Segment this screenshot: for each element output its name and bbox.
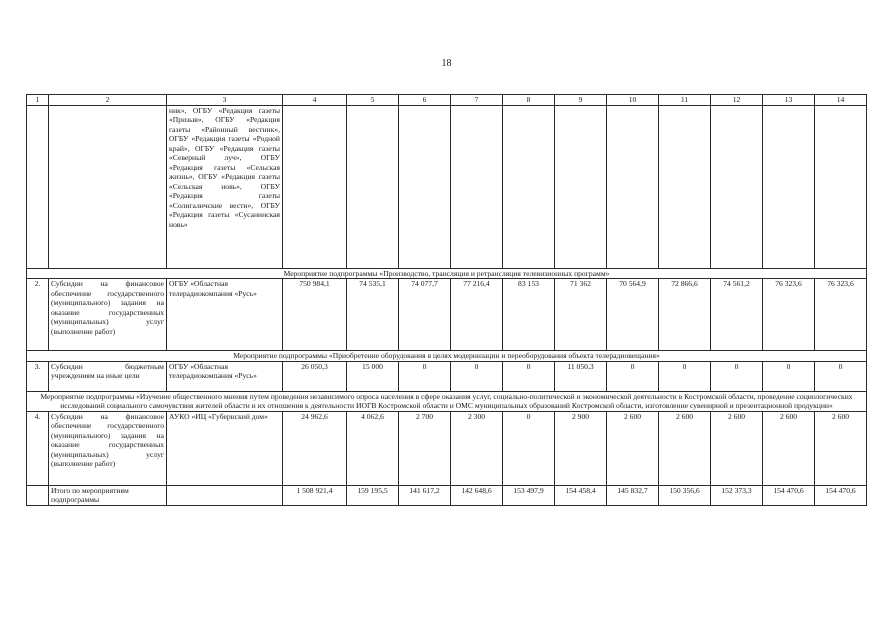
value-cell: 2 600 bbox=[763, 411, 815, 485]
table-row bbox=[27, 411, 867, 485]
total-value: 141 617,2 bbox=[399, 485, 451, 505]
table-row bbox=[27, 279, 867, 351]
value-cell: 76 323,6 bbox=[763, 279, 815, 351]
value-cell: 77 216,4 bbox=[451, 279, 503, 351]
col-header: 10 bbox=[607, 95, 659, 106]
col-header: 2 bbox=[49, 95, 167, 106]
value-cell: 24 962,6 bbox=[283, 411, 347, 485]
col-header: 9 bbox=[555, 95, 607, 106]
col-header: 8 bbox=[503, 95, 555, 106]
value-cell: 15 000 bbox=[347, 361, 399, 391]
value-cell: 0 bbox=[607, 361, 659, 391]
col-header: 5 bbox=[347, 95, 399, 106]
total-value: 154 470,6 bbox=[815, 485, 867, 505]
value-cell: 74 535,1 bbox=[347, 279, 399, 351]
table-row bbox=[27, 106, 867, 269]
col-header: 14 bbox=[815, 95, 867, 106]
expense-name: Субсидии бюджетным учреждениям на иные цели bbox=[49, 361, 167, 391]
value-cell: 2 900 bbox=[555, 411, 607, 485]
value-cell: 74 561,2 bbox=[711, 279, 763, 351]
section-title: Мероприятие подпрограммы «Производство, трансляция и ретрансляция телевизионных программ» bbox=[27, 269, 867, 279]
col-header: 1 bbox=[27, 95, 49, 106]
row-number: 3. bbox=[27, 361, 49, 391]
value-cell: 0 bbox=[815, 361, 867, 391]
value-cell: 0 bbox=[659, 361, 711, 391]
value-cell: 2 600 bbox=[815, 411, 867, 485]
col-header: 12 bbox=[711, 95, 763, 106]
total-value: 153 497,9 bbox=[503, 485, 555, 505]
value-cell: 83 153 bbox=[503, 279, 555, 351]
value-cell: 74 077,7 bbox=[399, 279, 451, 351]
value-cell: 4 062,6 bbox=[347, 411, 399, 485]
value-cell: 0 bbox=[451, 361, 503, 391]
executor-cell: ОГБУ «Областная телерадиокомпания «Русь» bbox=[167, 279, 283, 351]
total-value: 154 458,4 bbox=[555, 485, 607, 505]
value-cell: 2 600 bbox=[659, 411, 711, 485]
value-cell: 0 bbox=[503, 361, 555, 391]
total-value: 1 508 921,4 bbox=[283, 485, 347, 505]
executor-cell: ник», ОГБУ «Редакция газеты «Призыв», ОГБУ «Редакция газеты «Районный вестник», ОГБУ «Редакция газеты «Родной край», ОГБУ «Редакция газеты «Северный луч», ОГБУ «Редакция газеты «Сельская жизнь», ОГБУ «Редакция газеты «Сельская новь», ОГБУ «Редакция газеты «Солигаличские вести», ОГБУ «Редакция газеты «Сусанинская новь» bbox=[167, 106, 283, 269]
row-number: 2. bbox=[27, 279, 49, 351]
section-title: Мероприятие подпрограммы «Приобретение оборудования в целях модернизации и переоборудования объекта телерадиовещания» bbox=[27, 351, 867, 361]
section-row bbox=[27, 351, 867, 361]
col-header: 11 bbox=[659, 95, 711, 106]
col-header: 13 bbox=[763, 95, 815, 106]
row-number: 4. bbox=[27, 411, 49, 485]
expense-name: Субсидии на финансовое обеспечение государственного (муниципального) задания на оказание государственных (муниципальных) услуг (выполнение работ) bbox=[49, 279, 167, 351]
value-cell: 0 bbox=[711, 361, 763, 391]
executor-cell: ОГБУ «Областная телерадиокомпания «Русь» bbox=[167, 361, 283, 391]
budget-table bbox=[26, 94, 867, 506]
total-row bbox=[27, 485, 867, 505]
value-cell: 72 866,6 bbox=[659, 279, 711, 351]
col-header: 6 bbox=[399, 95, 451, 106]
col-header: 3 bbox=[167, 95, 283, 106]
value-cell: 2 600 bbox=[711, 411, 763, 485]
value-cell: 2 600 bbox=[607, 411, 659, 485]
value-cell: 2 700 bbox=[399, 411, 451, 485]
expense-name: Субсидии на финансовое обеспечение государственного (муниципального) задания на оказание государственных (муниципальных) услуг (выполнение работ) bbox=[49, 411, 167, 485]
total-value: 154 470,6 bbox=[763, 485, 815, 505]
col-header: 4 bbox=[283, 95, 347, 106]
section-row bbox=[27, 269, 867, 279]
executor-cell: АУКО «ИЦ «Губернский дом» bbox=[167, 411, 283, 485]
value-cell: 26 050,3 bbox=[283, 361, 347, 391]
page-number: 18 bbox=[441, 58, 452, 69]
section-title: Мероприятие подпрограммы «Изучение общественного мнения путем проведения независимого опроса населения в сфере оказания услуг, социально-политической и экономической деятельности в Костромской области, проведение социологических исследований социального самочувствия жителей области и их отношения к деятельности ИОГВ Костромской области и ОМС муниципальных образований Костромской области, изготовление сувенирной и презентационной продукции» bbox=[27, 391, 867, 411]
value-cell: 11 050,3 bbox=[555, 361, 607, 391]
value-cell: 0 bbox=[503, 411, 555, 485]
value-cell: 76 323,6 bbox=[815, 279, 867, 351]
total-value: 150 356,6 bbox=[659, 485, 711, 505]
value-cell: 0 bbox=[399, 361, 451, 391]
value-cell: 2 300 bbox=[451, 411, 503, 485]
table-row bbox=[27, 361, 867, 391]
total-value: 159 195,5 bbox=[347, 485, 399, 505]
total-value: 152 373,3 bbox=[711, 485, 763, 505]
section-row bbox=[27, 391, 867, 411]
total-label: Итого по мероприятиям подпрограммы bbox=[49, 485, 167, 505]
value-cell: 70 564,9 bbox=[607, 279, 659, 351]
value-cell: 71 362 bbox=[555, 279, 607, 351]
column-number-row bbox=[27, 95, 867, 106]
value-cell: 0 bbox=[763, 361, 815, 391]
total-value: 145 832,7 bbox=[607, 485, 659, 505]
col-header: 7 bbox=[451, 95, 503, 106]
value-cell: 750 984,1 bbox=[283, 279, 347, 351]
total-value: 142 648,6 bbox=[451, 485, 503, 505]
